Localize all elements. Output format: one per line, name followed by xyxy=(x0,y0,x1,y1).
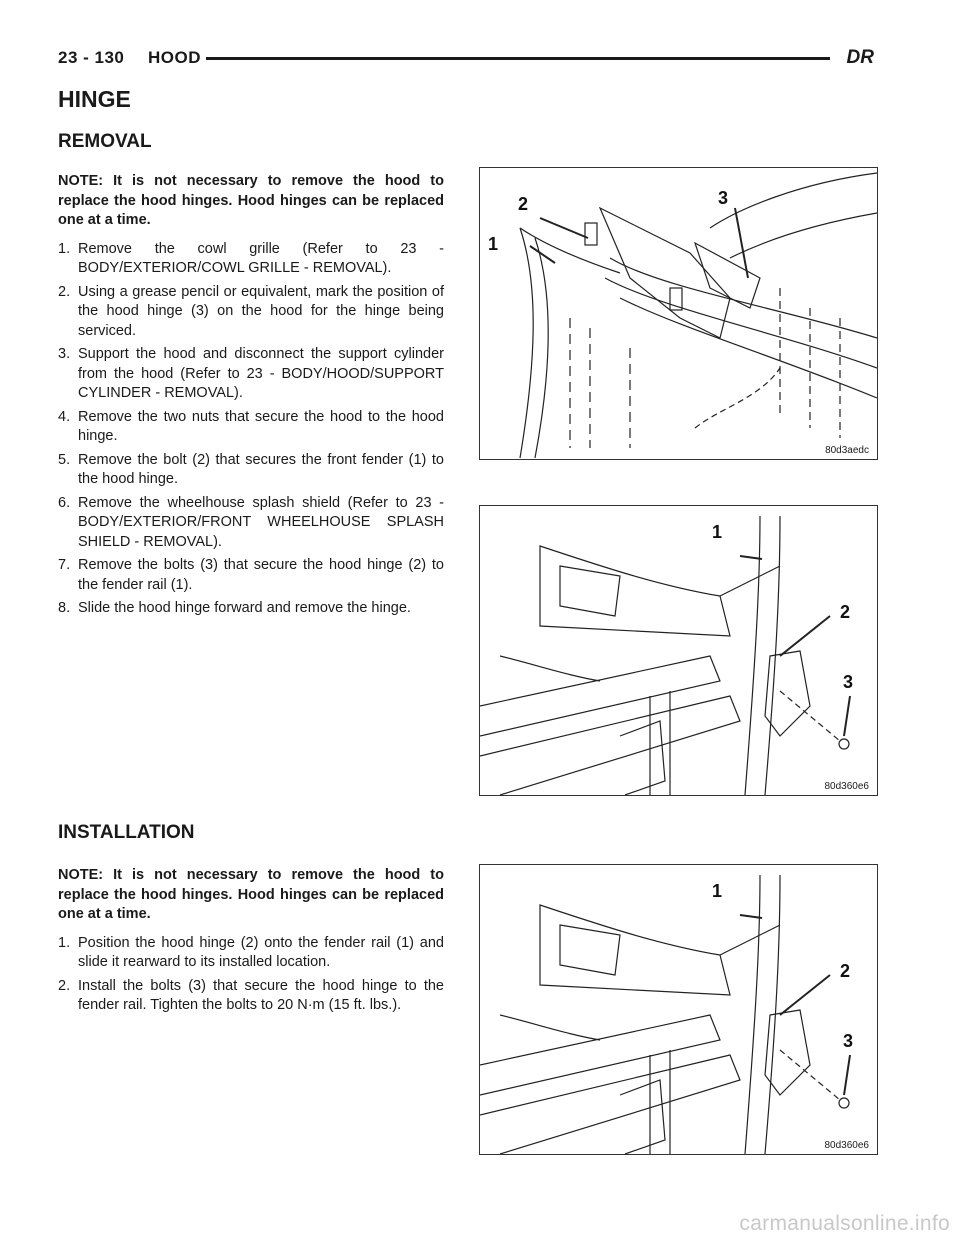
callout-2: 2 xyxy=(840,961,851,981)
figure-caption: 80d360e6 xyxy=(824,1140,869,1151)
removal-step xyxy=(58,345,444,404)
step-number: 4. xyxy=(58,408,71,425)
removal-step xyxy=(58,240,444,279)
callouts xyxy=(480,168,877,459)
callout-2: 2 xyxy=(518,194,529,214)
callout-1: 1 xyxy=(712,881,723,901)
step-text: Slide the hood hinge forward and remove the hinge. xyxy=(78,600,411,616)
section-title: HOOD xyxy=(148,48,201,67)
installation-steps xyxy=(58,934,444,1016)
figure-caption: 80d3aedc xyxy=(825,445,869,456)
step-text: Using a grease pencil or equivalent, mark the position of the hood hinge (3) on the hood for the hinge being serviced. xyxy=(78,283,444,339)
installation-step xyxy=(58,934,444,973)
step-text: Remove the bolt (2) that secures the front fender (1) to the hood hinge. xyxy=(78,451,444,487)
step-number: 1. xyxy=(58,240,71,257)
removal-steps xyxy=(58,240,444,619)
step-text: Install the bolts (3) that secure the hood hinge to the fender rail. Tighten the bolts to 20 N·m (15 ft. lbs.). xyxy=(78,977,444,1013)
header-rule xyxy=(206,57,830,60)
installation-heading: INSTALLATION xyxy=(58,822,195,843)
installation-column xyxy=(58,866,444,1020)
callouts xyxy=(480,506,877,795)
step-number: 1. xyxy=(58,934,71,951)
figure-fender-rail xyxy=(479,505,878,796)
step-number: 7. xyxy=(58,557,71,573)
callout-1: 1 xyxy=(712,522,723,542)
callout-1: 1 xyxy=(488,234,499,254)
step-text: Remove the bolts (3) that secure the hood hinge (2) to the fender rail (1). xyxy=(78,557,444,593)
callout-3: 3 xyxy=(843,1031,854,1051)
removal-note: NOTE: It is not necessary to remove the hood to replace the hood hinges. Hood hinges can be replaced one at a time. xyxy=(58,173,444,228)
removal-step xyxy=(58,451,444,490)
callouts xyxy=(480,865,877,1154)
callout-3: 3 xyxy=(843,672,854,692)
callout-2: 2 xyxy=(840,602,851,622)
removal-step xyxy=(58,599,444,619)
removal-step xyxy=(58,494,444,553)
removal-step xyxy=(58,408,444,447)
installation-step xyxy=(58,977,444,1016)
page-title: HINGE xyxy=(58,86,131,112)
step-number: 6. xyxy=(58,494,71,511)
figure-hinge-removal xyxy=(479,167,878,460)
removal-step xyxy=(58,556,444,595)
installation-note: NOTE: It is not necessary to remove the hood to replace the hood hinges. Hood hinges can be replaced one at a time. xyxy=(58,867,444,922)
step-text: Support the hood and disconnect the support cylinder from the hood (Refer to 23 - BODY/HOOD/SUPPORT CYLINDER - REMOVAL). xyxy=(78,346,444,401)
step-number: 8. xyxy=(58,600,71,616)
step-text: Remove the wheelhouse splash shield (Refer to 23 - BODY/EXTERIOR/FRONT WHEELHOUSE SPLASH SHIELD - REMOVAL). xyxy=(78,494,444,550)
step-number: 3. xyxy=(58,346,71,362)
watermark: carmanualsonline.info xyxy=(739,1212,950,1235)
removal-step xyxy=(58,283,444,342)
model-code: DR xyxy=(846,47,874,68)
step-text: Remove the cowl grille (Refer to 23 - BODY/EXTERIOR/COWL GRILLE - REMOVAL). xyxy=(78,240,444,276)
step-text: Remove the two nuts that secure the hood to the hood hinge. xyxy=(78,408,444,444)
page-header xyxy=(58,48,874,70)
figure-caption: 80d360e6 xyxy=(824,781,869,792)
removal-heading: REMOVAL xyxy=(58,131,152,152)
figure-hinge-installation xyxy=(479,864,878,1155)
page-number: 23 - 130 xyxy=(58,48,125,67)
step-number: 2. xyxy=(58,283,71,300)
step-number: 2. xyxy=(58,977,71,994)
removal-column xyxy=(58,172,444,623)
step-number: 5. xyxy=(58,451,71,468)
step-text: Position the hood hinge (2) onto the fender rail (1) and slide it rearward to its installed location. xyxy=(78,934,444,970)
callout-3: 3 xyxy=(718,188,729,208)
